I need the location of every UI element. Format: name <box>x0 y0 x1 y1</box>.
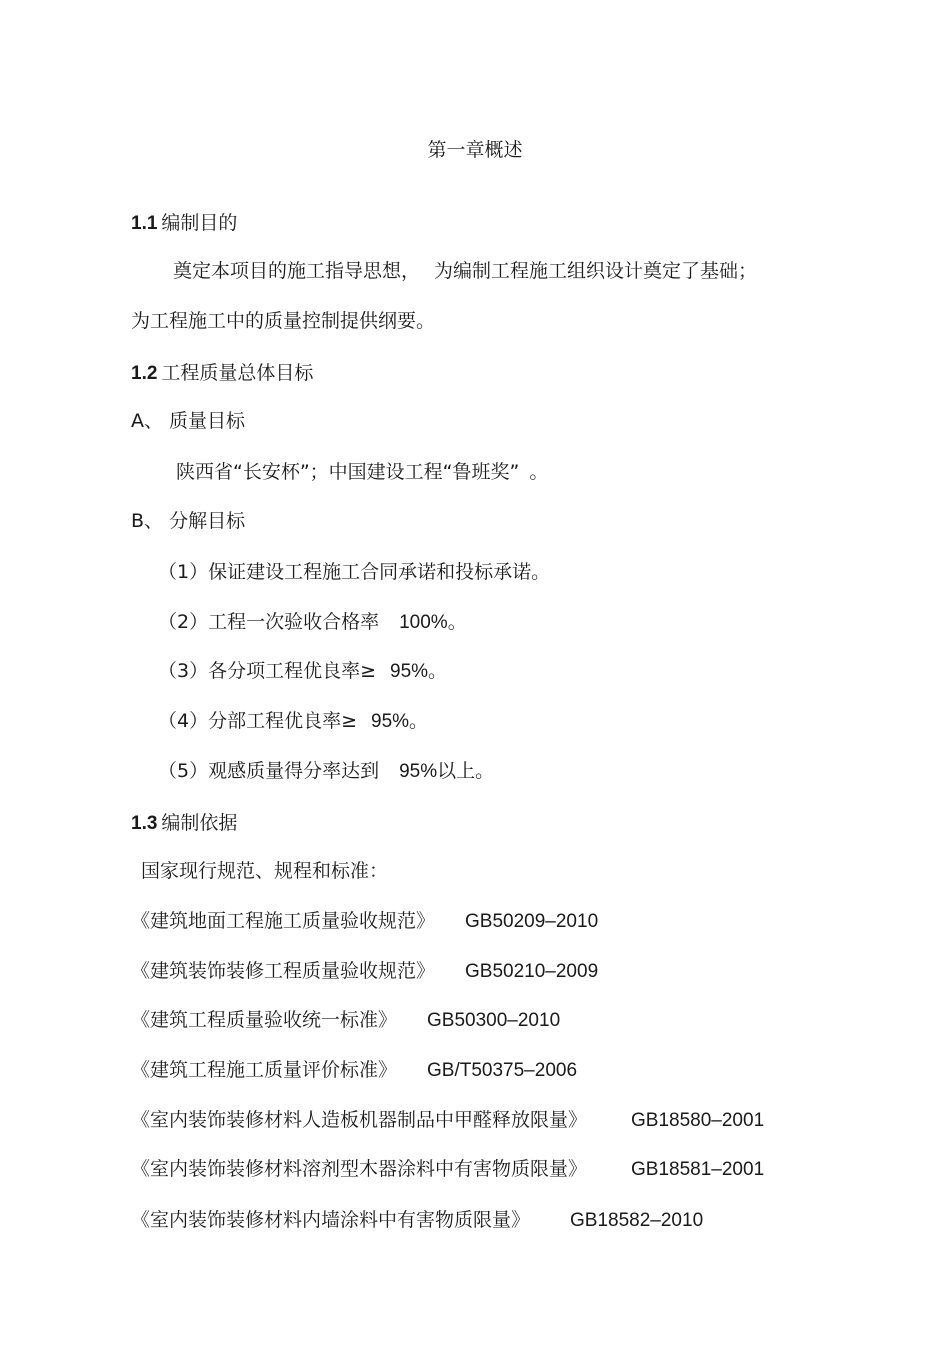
value-run: 100%。 <box>399 612 467 633</box>
text-run: 陕西省“长安杯”；中国建设工程“鲁班奖” <box>176 461 520 483</box>
text-run: （3）各分项工程优良率≥ <box>158 660 377 682</box>
section-1-1-heading <box>131 211 237 236</box>
section-number: 1.1 <box>131 213 158 234</box>
section-label: 编制目的 <box>161 212 238 234</box>
value-run: 95%。 <box>371 711 429 732</box>
standard-entry <box>131 1108 764 1133</box>
standard-code: GB18580–2001 <box>631 1110 765 1131</box>
standard-code: GB50210–2009 <box>465 961 599 982</box>
text-run: 。 <box>529 461 549 483</box>
standard-name: 《室内装饰装修材料溶剂型木器涂料中有害物质限量》 <box>131 1158 588 1180</box>
text-run: 奠定本项目的施工指导思想， <box>173 260 421 282</box>
section-number: 1.3 <box>131 813 158 834</box>
standard-code: GB/T50375–2006 <box>427 1060 578 1081</box>
standard-name: 《建筑工程施工质量评价标准》 <box>131 1059 398 1081</box>
standard-entry <box>131 1058 577 1083</box>
section-label: 工程质量总体目标 <box>161 362 314 384</box>
standard-code: GB18581–2001 <box>631 1159 765 1180</box>
text-run: 为编制工程施工组织设计奠定了基础； <box>434 260 758 282</box>
section-1-2-heading <box>131 361 313 386</box>
value-run: 95%以上。 <box>399 761 495 782</box>
section-number: 1.2 <box>131 363 158 384</box>
standard-name: 《建筑地面工程施工质量验收规范》 <box>131 910 436 932</box>
standard-name: 《建筑装饰装修工程质量验收规范》 <box>131 960 436 982</box>
quality-goal-text <box>176 460 548 484</box>
list-item <box>158 659 447 684</box>
value-run: 95%。 <box>390 661 448 682</box>
text-run: （5）观感质量得分率达到 <box>158 760 380 782</box>
list-item <box>158 709 428 734</box>
standard-entry <box>131 1157 764 1182</box>
standard-code: GB50209–2010 <box>465 911 599 932</box>
subheading-b: B、 分解目标 <box>131 510 246 532</box>
paragraph-purpose-line1 <box>173 259 757 283</box>
section-1-3-heading <box>131 811 237 836</box>
section-label: 编制依据 <box>161 812 238 834</box>
chapter-title: 第一章概述 <box>427 139 523 161</box>
standard-name: 《建筑工程质量验收统一标准》 <box>131 1009 398 1031</box>
standard-name: 《室内装饰装修材料内墙涂料中有害物质限量》 <box>131 1209 531 1231</box>
standard-name: 《室内装饰装修材料人造板机器制品中甲醛释放限量》 <box>131 1109 588 1131</box>
standard-entry <box>131 1208 703 1233</box>
paragraph-purpose-line2: 为工程施工中的质量控制提供纲要。 <box>131 310 436 332</box>
list-item: （1）保证建设工程施工合同承诺和投标承诺。 <box>158 561 551 583</box>
subheading-a: A、 质量目标 <box>131 410 246 432</box>
standard-code: GB50300–2010 <box>427 1010 561 1031</box>
standard-code: GB18582–2010 <box>570 1210 704 1231</box>
text-run: （4）分部工程优良率≥ <box>158 710 358 732</box>
standards-intro: 国家现行规范、规程和标准： <box>141 860 389 882</box>
standard-entry <box>131 909 598 934</box>
text-run: （2）工程一次验收合格率 <box>158 611 380 633</box>
standard-entry <box>131 1008 560 1033</box>
list-item <box>158 610 467 635</box>
standard-entry <box>131 959 598 984</box>
list-item <box>158 759 494 784</box>
